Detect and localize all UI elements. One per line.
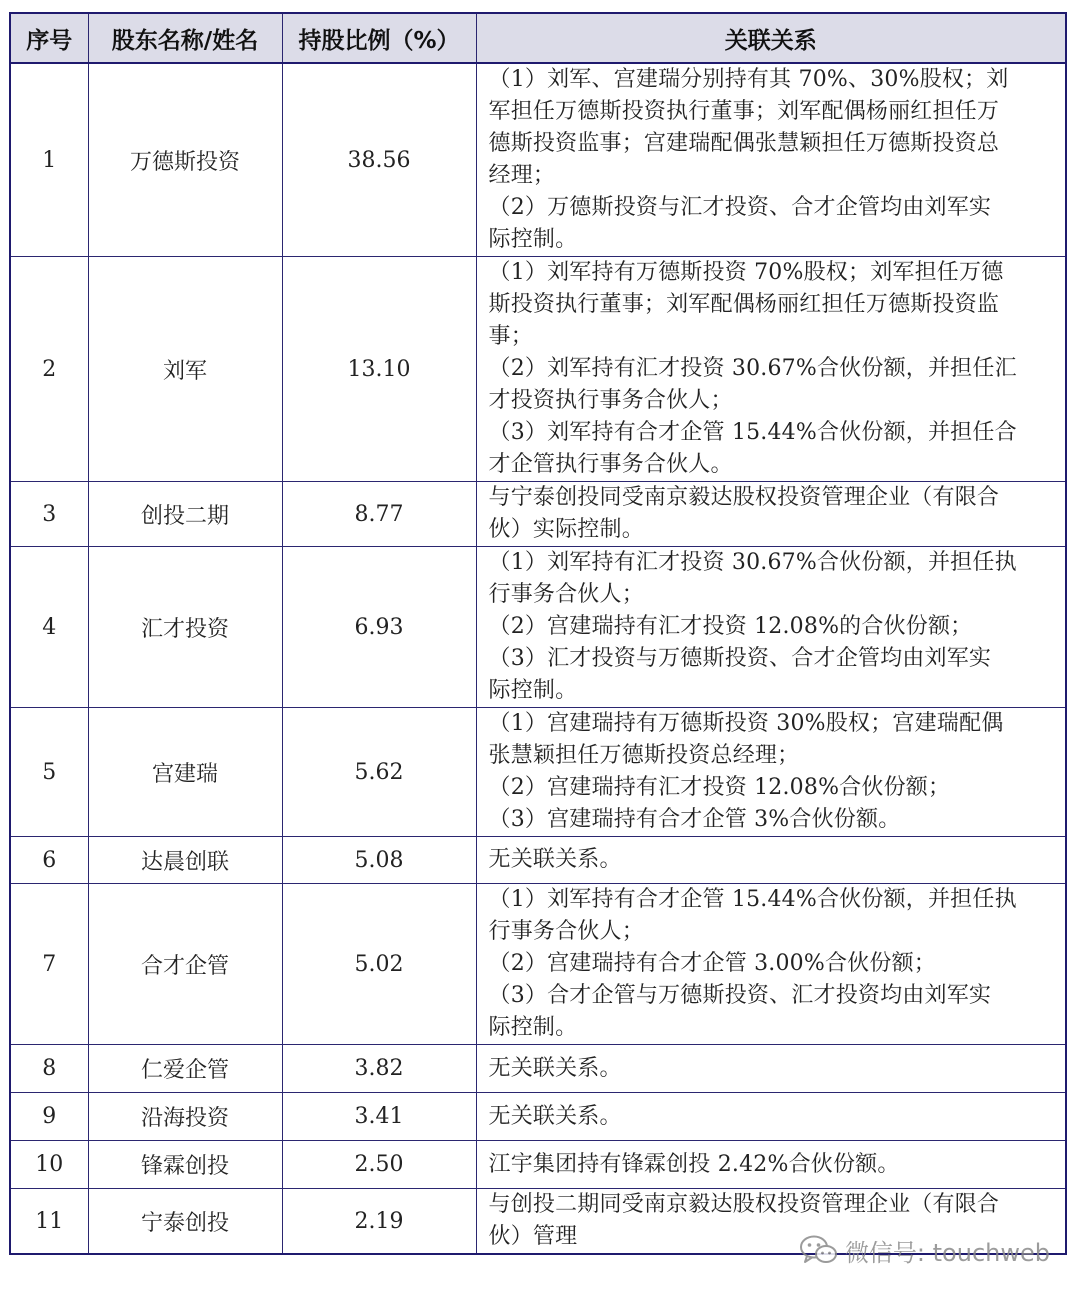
table-row (10, 547, 1066, 708)
cell-shareholder-name: 沿海投资 (88, 1093, 282, 1141)
header-pct: 持股比例（%） (282, 13, 476, 63)
relationship-line: （2）宫建瑞持有合才企管 3.00%合伙份额； (488, 951, 936, 976)
relationship-line: 江宇集团持有锋霖创投 2.42%合伙份额。 (488, 1151, 900, 1177)
cell-relationship (476, 708, 1066, 837)
cell-share-percentage: 6.93 (282, 547, 476, 708)
cell-relationship (476, 257, 1066, 482)
relationship-line: （3）刘军持有合才企管 15.44%合伙份额，并担任合 (488, 420, 1017, 445)
cell-shareholder-name: 万德斯投资 (88, 63, 282, 257)
cell-no: 5 (10, 708, 88, 837)
header-no: 序号 (10, 13, 88, 63)
relationship-line: 才企管执行事务合伙人。 (488, 452, 733, 477)
table-row (10, 1141, 1066, 1189)
cell-share-percentage: 5.62 (282, 708, 476, 837)
relationship-line: 与创投二期同受南京毅达股权投资管理企业（有限合 (488, 1192, 1000, 1217)
relationship-line: 际控制。 (488, 1015, 578, 1040)
cell-share-percentage: 2.19 (282, 1189, 476, 1255)
relationship-line: 张慧颖担任万德斯投资总经理； (488, 743, 800, 768)
cell-shareholder-name: 合才企管 (88, 884, 282, 1045)
cell-no: 9 (10, 1093, 88, 1141)
relationship-line: 无关联关系。 (488, 847, 622, 872)
shareholder-table (9, 12, 1067, 1255)
relationship-line: 才投资执行事务合伙人； (488, 388, 733, 413)
header-relation: 关联关系 (476, 13, 1066, 63)
cell-shareholder-name: 宁泰创投 (88, 1189, 282, 1255)
table-row (10, 1093, 1066, 1141)
cell-shareholder-name: 汇才投资 (88, 547, 282, 708)
cell-shareholder-name: 达晨创联 (88, 837, 282, 884)
cell-shareholder-name: 刘军 (88, 257, 282, 482)
cell-share-percentage: 2.50 (282, 1141, 476, 1189)
cell-shareholder-name: 仁爱企管 (88, 1045, 282, 1093)
cell-shareholder-name: 宫建瑞 (88, 708, 282, 837)
relationship-line: 行事务合伙人； (488, 919, 644, 944)
cell-no: 10 (10, 1141, 88, 1189)
cell-share-percentage: 3.41 (282, 1093, 476, 1141)
relationship-line: （3）宫建瑞持有合才企管 3%合伙份额。 (488, 807, 901, 832)
shareholder-table-container (9, 12, 1065, 1255)
relationship-line: 与宁泰创投同受南京毅达股权投资管理企业（有限合 (488, 485, 1000, 510)
cell-relationship (476, 1045, 1066, 1093)
relationship-line: （1）刘军、宫建瑞分别持有其 70%、30%股权；刘 (488, 67, 1009, 92)
watermark-text: 微信号: touchweb (844, 1238, 1050, 1267)
table-row (10, 884, 1066, 1045)
cell-share-percentage: 3.82 (282, 1045, 476, 1093)
cell-share-percentage: 38.56 (282, 63, 476, 257)
cell-no: 6 (10, 837, 88, 884)
cell-no: 3 (10, 482, 88, 547)
cell-relationship (476, 1141, 1066, 1189)
cell-relationship (476, 547, 1066, 708)
cell-relationship (476, 837, 1066, 884)
relationship-line: （2）宫建瑞持有汇才投资 12.08%合伙份额； (488, 775, 951, 800)
table-header-row (10, 13, 1066, 63)
relationship-line: 军担任万德斯投资执行董事；刘军配偶杨丽红担任万 (488, 99, 1000, 124)
table-row (10, 708, 1066, 837)
wechat-icon (799, 1234, 839, 1266)
cell-relationship (476, 63, 1066, 257)
table-row (10, 1045, 1066, 1093)
cell-no: 8 (10, 1045, 88, 1093)
cell-no: 1 (10, 63, 88, 257)
cell-no: 2 (10, 257, 88, 482)
cell-no: 11 (10, 1189, 88, 1255)
relationship-line: （3）汇才投资与万德斯投资、合才企管均由刘军实 (488, 646, 992, 671)
relationship-line: （1）刘军持有汇才投资 30.67%合伙份额，并担任执 (488, 550, 1017, 575)
relationship-line: 事； (488, 324, 533, 349)
table-body (10, 63, 1066, 1254)
cell-no: 4 (10, 547, 88, 708)
cell-no: 7 (10, 884, 88, 1045)
table-row (10, 837, 1066, 884)
cell-share-percentage: 5.02 (282, 884, 476, 1045)
relationship-line: （2）万德斯投资与汇才投资、合才企管均由刘军实 (488, 195, 992, 220)
relationship-line: （3）合才企管与万德斯投资、汇才投资均由刘军实 (488, 983, 992, 1008)
table-row (10, 63, 1066, 257)
relationship-line: （1）刘军持有万德斯投资 70%股权；刘军担任万德 (488, 260, 1004, 285)
table-row (10, 482, 1066, 547)
cell-share-percentage: 5.08 (282, 837, 476, 884)
relationship-line: 斯投资执行董事；刘军配偶杨丽红担任万德斯投资监 (488, 292, 1000, 317)
relationship-line: （2）刘军持有汇才投资 30.67%合伙份额，并担任汇 (488, 356, 1017, 381)
cell-shareholder-name: 创投二期 (88, 482, 282, 547)
relationship-line: 经理； (488, 163, 556, 188)
relationship-line: 际控制。 (488, 678, 578, 703)
cell-relationship (476, 482, 1066, 547)
wechat-watermark (799, 1232, 1050, 1268)
cell-share-percentage: 8.77 (282, 482, 476, 547)
cell-share-percentage: 13.10 (282, 257, 476, 482)
relationship-line: 伙）实际控制。 (488, 517, 644, 542)
relationship-line: 际控制。 (488, 227, 578, 252)
relationship-line: 行事务合伙人； (488, 582, 644, 607)
table-row (10, 257, 1066, 482)
relationship-line: 伙）管理 (488, 1224, 578, 1249)
relationship-line: （1）刘军持有合才企管 15.44%合伙份额，并担任执 (488, 887, 1017, 912)
header-name: 股东名称/姓名 (88, 13, 282, 63)
relationship-line: （1）宫建瑞持有万德斯投资 30%股权；宫建瑞配偶 (488, 711, 1004, 736)
cell-relationship (476, 884, 1066, 1045)
relationship-line: 无关联关系。 (488, 1055, 622, 1081)
cell-relationship (476, 1093, 1066, 1141)
relationship-line: 无关联关系。 (488, 1103, 622, 1129)
relationship-line: （2）宫建瑞持有汇才投资 12.08%的合伙份额； (488, 614, 973, 639)
relationship-line: 德斯投资监事；宫建瑞配偶张慧颖担任万德斯投资总 (488, 131, 1000, 156)
cell-shareholder-name: 锋霖创投 (88, 1141, 282, 1189)
